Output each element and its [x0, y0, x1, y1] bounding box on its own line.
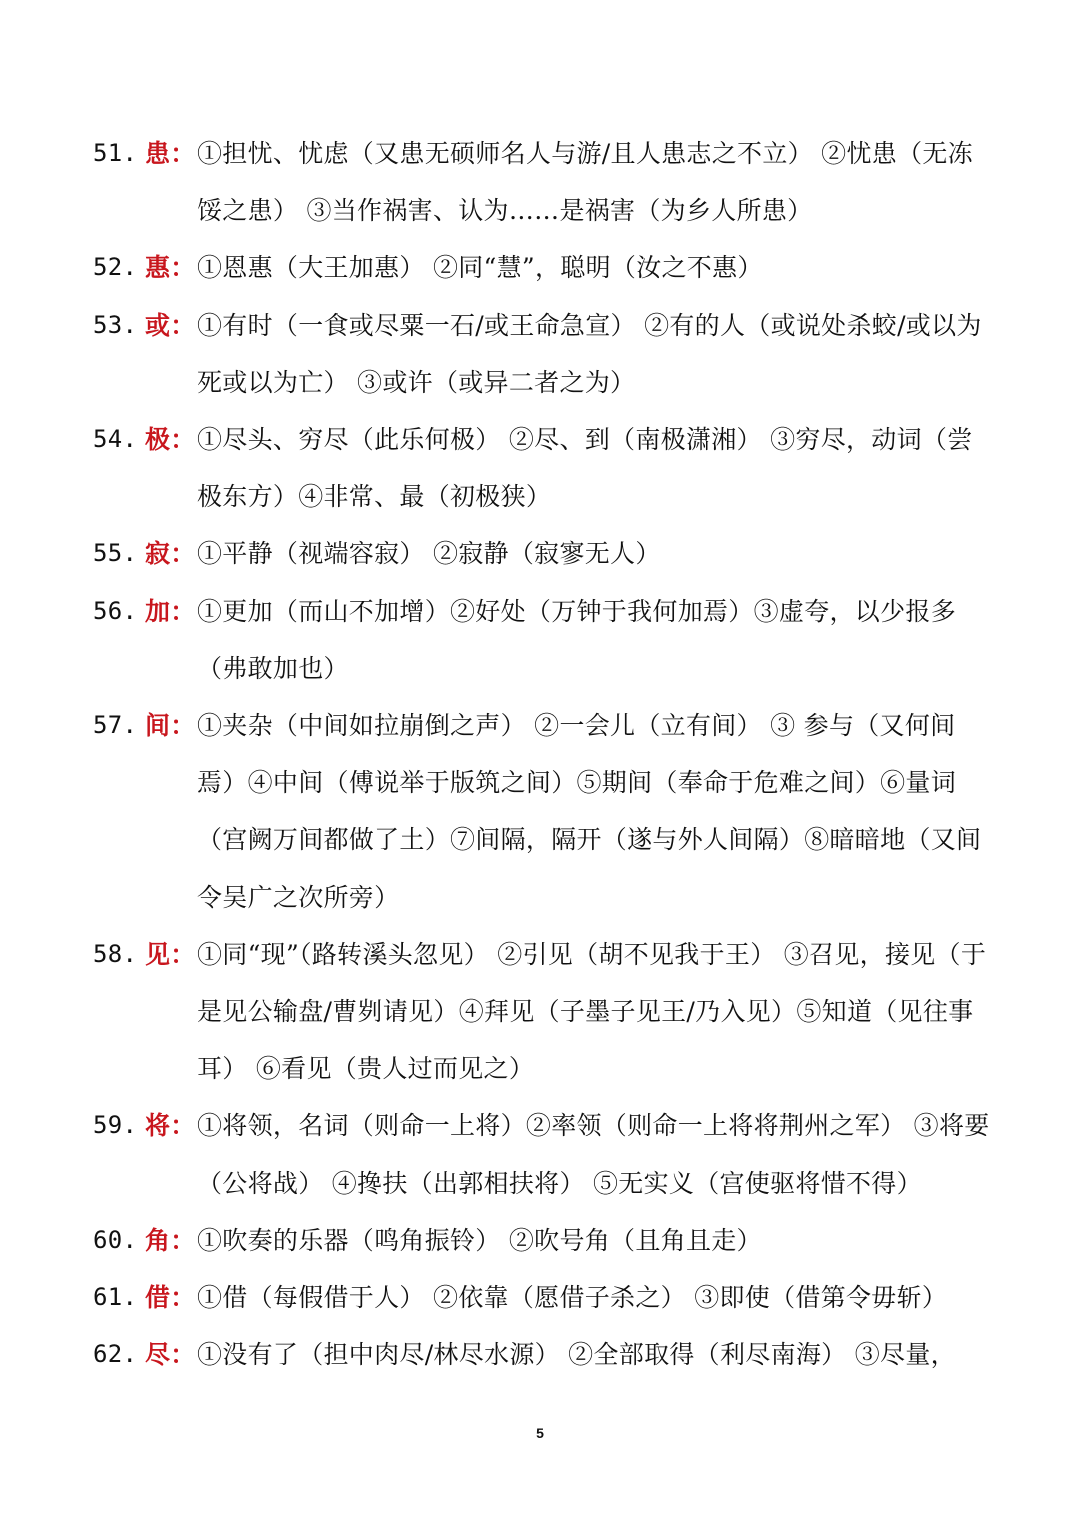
entry-definition: ①尽头、穷尽（此乐何极） ②尽、到（南极潇湘） ③穷尽，动词（尝极东方）④非常、最（初极狭） — [197, 425, 973, 512]
entry-60 — [93, 1212, 993, 1269]
entry-number: 62. — [93, 1340, 138, 1369]
entry-definition: ①恩惠（大王加惠） ②同“慧”，聪明（汝之不惠） — [197, 253, 763, 283]
entry-headword: 角： — [145, 1225, 196, 1255]
entry-number: 59. — [93, 1111, 138, 1140]
entry-headword: 尽： — [145, 1340, 196, 1370]
entry-definition: ①夹杂（中间如拉崩倒之声） ②一会儿（立有间） ③ 参与（又何间焉）④中间（傅说举于版筑之间）⑤期间（奉命于危难之间）⑥量词（宫阙万间都做了土）⑦间隔，隔开（遂与外人间隔）⑧暗暗地（又间令吴广之次所旁） — [197, 711, 982, 912]
entry-definition: ①有时（一食或尽粟一石/或王命急宣） ②有的人（或说处杀蛟/或以为死或以为亡） ③或许（或异二者之为） — [197, 310, 982, 397]
entry-number: 53. — [93, 310, 138, 339]
entry-definition: ①将领，名词（则命一上将）②率领（则命一上将将荆州之军） ③将要（公将战） ④搀扶（出郭相扶将） ⑤无实义（宫使驱将惜不得） — [197, 1111, 990, 1198]
entry-61 — [93, 1269, 993, 1326]
entry-definition: ①吹奏的乐器（鸣角振铃） ②吹号角（且角且走） — [197, 1225, 762, 1255]
entry-number: 55. — [93, 539, 138, 568]
entry-headword: 见： — [145, 939, 196, 969]
entry-headword: 寂： — [145, 539, 196, 569]
page-number: 5 — [536, 1425, 544, 1441]
entry-56 — [93, 583, 993, 697]
entry-62 — [93, 1326, 993, 1383]
entry-number: 57. — [93, 711, 138, 740]
entry-number: 61. — [93, 1283, 138, 1312]
entry-59 — [93, 1097, 993, 1211]
entry-headword: 借： — [145, 1283, 196, 1313]
entry-number: 60. — [93, 1225, 138, 1254]
entry-headword: 间： — [145, 711, 196, 741]
entry-51 — [93, 125, 993, 239]
entry-definition: ①担忧、忧虑（又患无硕师名人与游/且人患志之不立） ②忧患（无冻馁之患） ③当作祸害、认为……是祸害（为乡人所患） — [197, 139, 973, 226]
entry-definition: ①同“现”（路转溪头忽见） ②引见（胡不见我于王） ③召见，接见（于是见公输盘/曹刿请见）④拜见（子墨子见王/乃入见）⑤知道（见往事耳） ⑥看见（贵人过而见之） — [197, 939, 987, 1084]
entry-definition: ①更加（而山不加增）②好处（万钟于我何加焉）③虚夸，以少报多（弗敢加也） — [197, 596, 957, 683]
entry-headword: 惠： — [145, 253, 196, 283]
entry-58 — [93, 926, 993, 1098]
entry-55 — [93, 525, 993, 582]
entry-list — [93, 125, 993, 1383]
entry-number: 52. — [93, 253, 138, 282]
entry-number: 54. — [93, 425, 138, 454]
entry-54 — [93, 411, 993, 525]
entry-headword: 加： — [145, 596, 196, 626]
entry-definition: ①借（每假借于人） ②依靠（愿借子杀之） ③即使（借第令毋斩） — [197, 1283, 948, 1313]
entry-57 — [93, 697, 993, 926]
entry-53 — [93, 297, 993, 411]
entry-number: 51. — [93, 139, 138, 167]
entry-headword: 患： — [145, 139, 196, 168]
entry-number: 58. — [93, 939, 138, 968]
entry-headword: 将： — [145, 1111, 196, 1141]
entry-headword: 或： — [145, 310, 196, 340]
entry-definition: ①平静（视端容寂） ②寂静（寂寥无人） — [197, 539, 661, 569]
entry-number: 56. — [93, 596, 138, 625]
entry-52 — [93, 239, 993, 296]
entry-definition: ①没有了（担中肉尽/林尽水源） ②全部取得（利尽南海） ③尽量， — [197, 1340, 956, 1370]
entry-headword: 极： — [145, 425, 196, 455]
